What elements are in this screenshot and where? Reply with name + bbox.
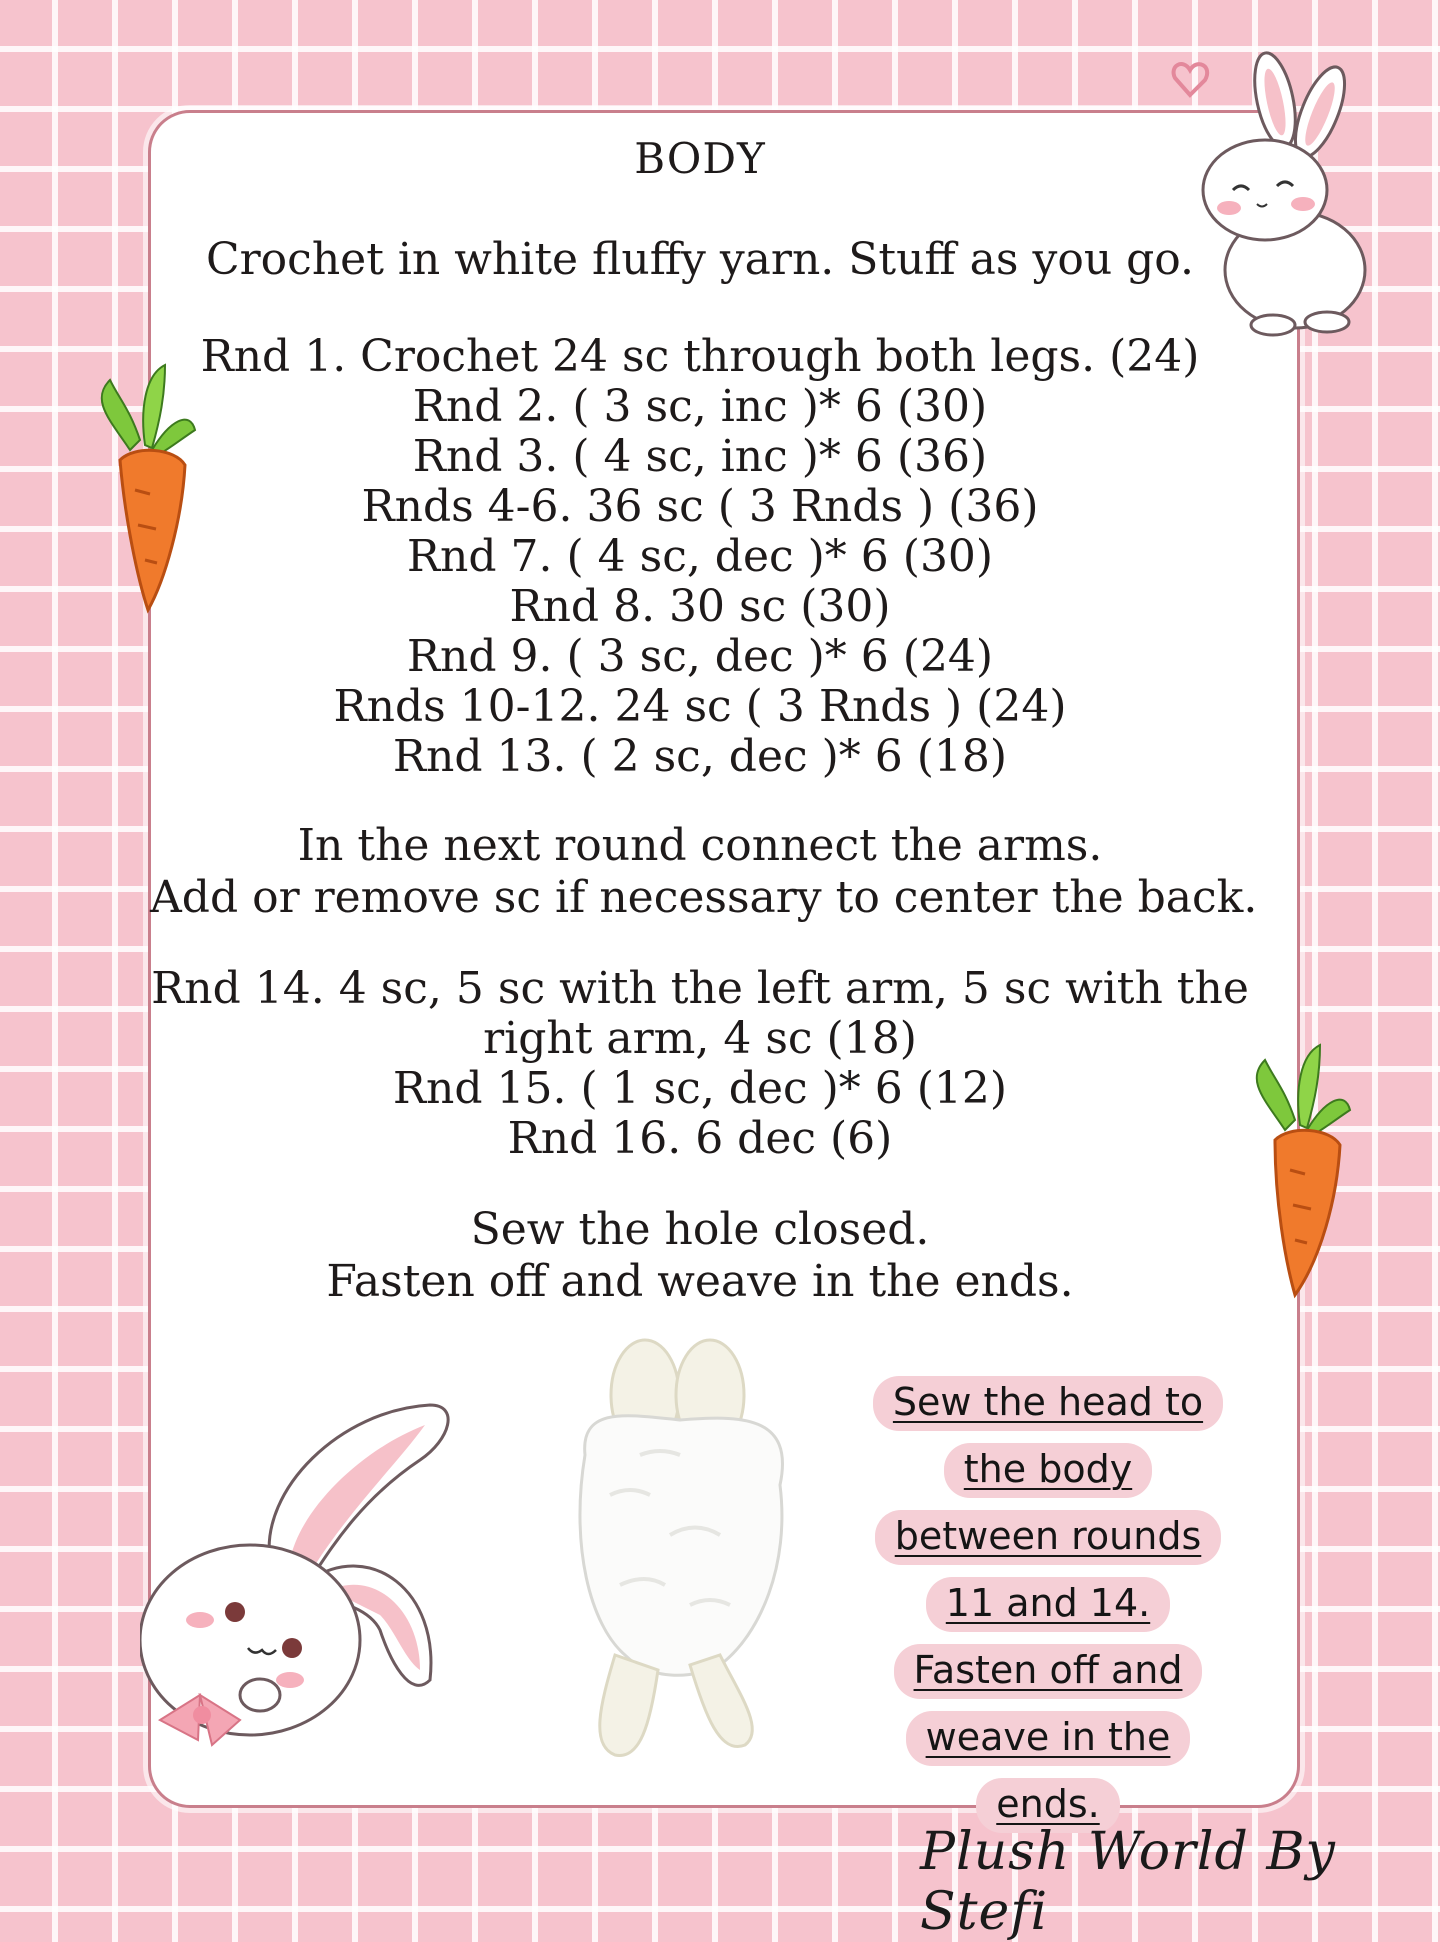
note-line: ends. [976, 1778, 1119, 1833]
note-line: Sew the head to [873, 1376, 1223, 1431]
bunny-bottom-left-icon [140, 1390, 540, 1790]
round-line: Rnd 13. ( 2 sc, dec )* 6 (18) [392, 731, 1008, 782]
round-line: Rnd 7. ( 4 sc, dec )* 6 (30) [406, 531, 994, 582]
heart-icon [1174, 64, 1208, 95]
finishing-line: Fasten off and weave in the ends. [326, 1256, 1074, 1307]
round-line: Rnd 9. ( 3 sc, dec )* 6 (24) [406, 631, 994, 682]
note-line: weave in the [906, 1711, 1191, 1766]
round-line: Rnd 16. 6 dec (6) [507, 1113, 893, 1164]
arm-instruction-line: Add or remove sc if necessary to center the back. [150, 872, 1258, 923]
round-line: Rnd 15. ( 1 sc, dec )* 6 (12) [392, 1063, 1008, 1114]
pattern-text [150, 128, 1258, 1308]
assembly-note [858, 1376, 1238, 1845]
round-line: Rnd 2. ( 3 sc, inc )* 6 (30) [412, 381, 988, 432]
arm-instructions [150, 820, 1258, 924]
pattern-intro: Crochet in white fluffy yarn. Stuff as you go. [205, 234, 1195, 285]
pattern-title: BODY [634, 134, 766, 183]
note-line: the body [944, 1443, 1152, 1498]
round-line: right arm, 4 sc (18) [483, 1013, 917, 1064]
round-line: Rnds 10-12. 24 sc ( 3 Rnds ) (24) [333, 681, 1067, 732]
note-line: between rounds [875, 1510, 1222, 1565]
arm-instruction-line: In the next round connect the arms. [297, 820, 1103, 871]
plush-body-photo [540, 1335, 830, 1775]
signature: Plush World By Stefi [920, 1822, 1336, 1942]
round-line: Rnd 1. Crochet 24 sc through both legs. (24) [200, 331, 1200, 382]
final-rounds [150, 964, 1250, 1164]
finishing-instructions [150, 1204, 1250, 1308]
rounds-list [150, 332, 1250, 782]
round-line: Rnds 4-6. 36 sc ( 3 Rnds ) (36) [361, 481, 1039, 532]
carrot-right-icon [1245, 1040, 1355, 1300]
round-line: Rnd 14. 4 sc, 5 sc with the left arm, 5 sc with the [151, 963, 1249, 1014]
note-line: Fasten off and [894, 1644, 1203, 1699]
finishing-line: Sew the hole closed. [470, 1204, 930, 1255]
round-line: Rnd 8. 30 sc (30) [509, 581, 891, 632]
note-line: 11 and 14. [926, 1577, 1170, 1632]
round-line: Rnd 3. ( 4 sc, inc )* 6 (36) [412, 431, 988, 482]
